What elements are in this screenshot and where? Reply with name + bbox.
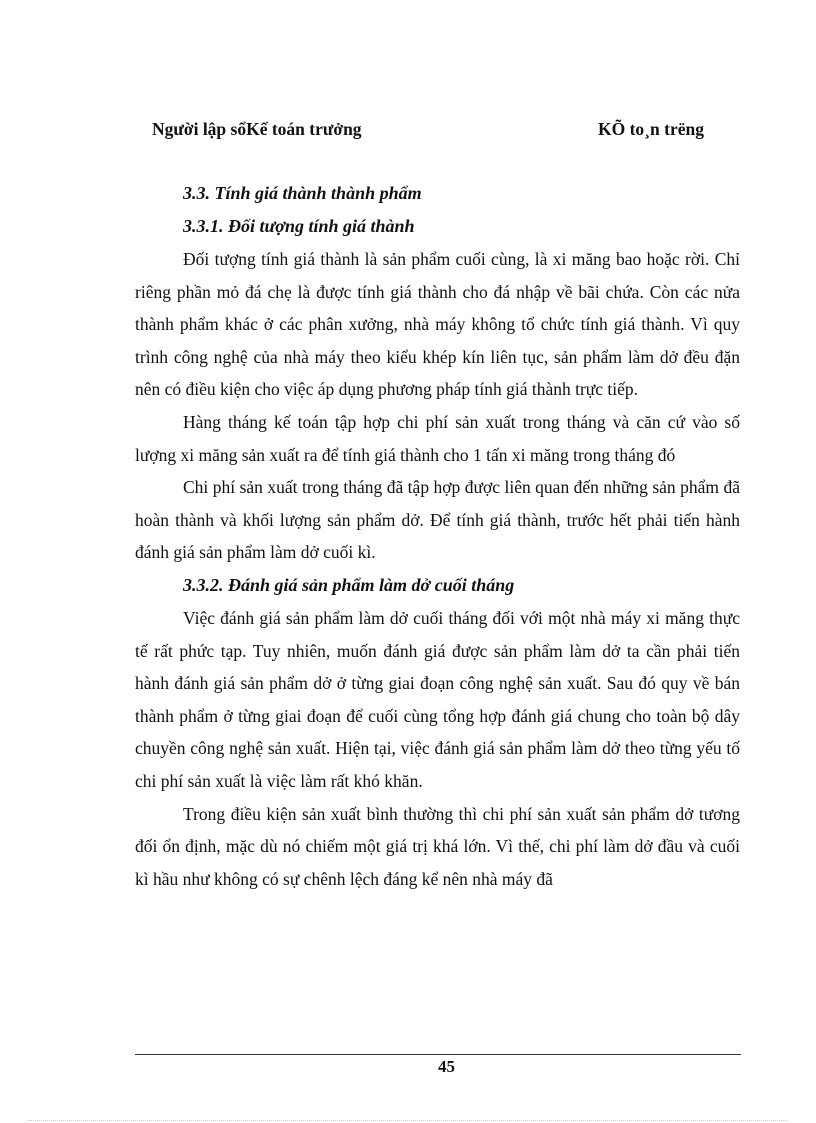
paragraph-3: Chi phí sản xuất trong tháng đã tập hợp được liên quan đến những sản phẩm đã hoàn thành và khối lượng sản phẩm dở. Để tính giá thành, trước hết phải tiến hành đánh giá sản phẩm làm dở cuối kì. bbox=[135, 477, 740, 563]
paragraph-2: Hàng tháng kế toán tập hợp chi phí sản xuất trong tháng và căn cứ vào số lượng xi măng sản xuất ra để tính giá thành cho 1 tấn xi măng trong tháng đó bbox=[135, 411, 740, 465]
signature-left: Người lập sổKế toán trưởng bbox=[152, 119, 362, 139]
signature-right: KÕ to¸n trëng bbox=[598, 119, 704, 139]
paragraph-1: Đối tượng tính giá thành là sản phẩm cuối cùng, là xi măng bao hoặc rời. Chỉ riêng phần mỏ đá chẹ là được tính giá thành cho đá nhập về bãi chứa. Còn các nửa thành phẩm khác ở các phân xưởng, nhà máy không tổ chức tính giá thành. Vì quy trình công nghệ của nhà máy theo kiểu khép kín liên tục, sản phẩm làm dở đều đặn nên có điều kiện cho việc áp dụng phương pháp tính giá thành trực tiếp. bbox=[135, 249, 740, 400]
document-body bbox=[135, 177, 740, 895]
heading-3-3-2: 3.3.2. Đánh giá sản phẩm làm dở cuối tháng bbox=[183, 574, 515, 595]
heading-3-3-1: 3.3.1. Đối tượng tính giá thành bbox=[183, 216, 415, 236]
heading-3-3: 3.3. Tính giá thành thành phẩm bbox=[183, 183, 422, 203]
page-number: 45 bbox=[438, 1057, 455, 1076]
paragraph-5: Trong điều kiện sản xuất bình thường thì chi phí sản xuất sản phẩm dở tương đối ổn định, mặc dù nó chiếm một giá trị khá lớn. Vì thế, chi phí làm dở đầu và cuối kì hầu như không có sự chênh lệch đáng kể nên nhà máy đã bbox=[135, 803, 740, 889]
footer-divider bbox=[135, 1054, 741, 1055]
page-edge bbox=[28, 1120, 788, 1121]
paragraph-4: Việc đánh giá sản phẩm làm dở cuối tháng đối với một nhà máy xi măng thực tế rất phức tạp. Tuy nhiên, muốn đánh giá được sản phẩm làm dở ta cần phải tiến hành đánh giá sản phẩm dở ở từng giai đoạn công nghệ sản xuất. Sau đó quy về bán thành phẩm ở từng giai đoạn để cuối cùng tổng hợp đánh giá chung cho toàn bộ dây chuyền công nghệ sản xuất. Hiện tại, việc đánh giá sản phẩm làm dở theo từng yếu tố chi phí sản xuất là việc làm rất khó khăn. bbox=[135, 607, 740, 791]
